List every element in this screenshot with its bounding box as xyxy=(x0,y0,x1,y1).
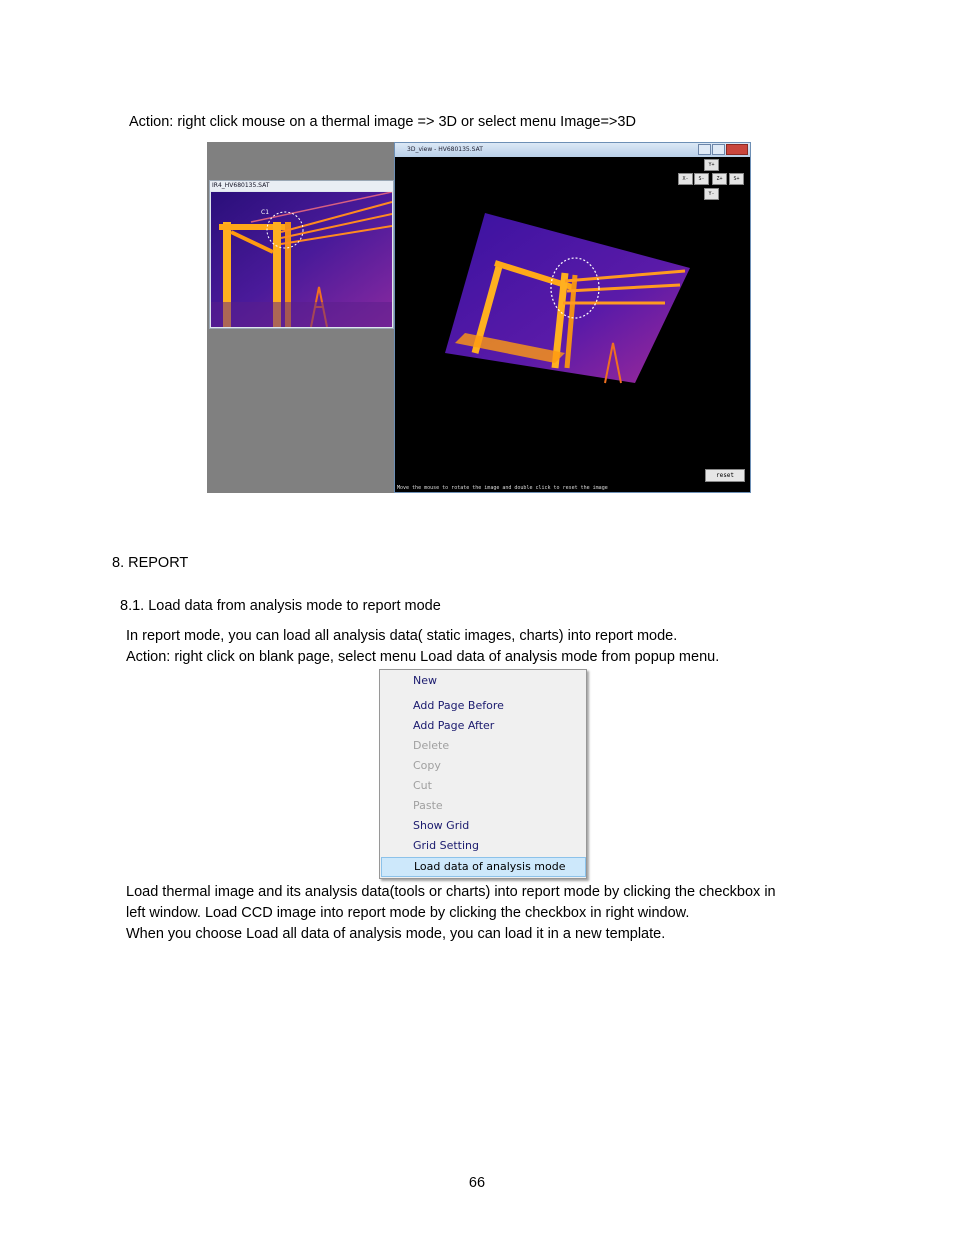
minimize-icon[interactable] xyxy=(698,144,711,155)
menu-item-delete[interactable]: Delete xyxy=(413,739,450,752)
spot-label: C1 xyxy=(261,209,270,216)
3d-window-titlebar[interactable] xyxy=(395,143,750,157)
menu-item-copy[interactable]: Copy xyxy=(413,759,441,772)
close-icon[interactable] xyxy=(726,144,748,155)
subsection-heading: 8.1. Load data from analysis mode to report mode xyxy=(120,598,441,614)
thermal-window-title: IR4_HV680135.SAT xyxy=(210,181,393,191)
paragraph-2: Action: right click on blank page, select menu Load data of analysis mode from popup menu. xyxy=(126,649,720,665)
section-heading: 8. REPORT xyxy=(112,555,189,571)
maximize-icon[interactable] xyxy=(712,144,725,155)
3d-thermal-surface[interactable] xyxy=(445,213,705,393)
nav-button-x-minus[interactable]: X- xyxy=(678,173,693,185)
action-instruction: Action: right click mouse on a thermal image => 3D or select menu Image=>3D xyxy=(129,114,636,130)
closing-line-2: left window. Load CCD image into report mode by clicking the checkbox in right window. xyxy=(126,905,690,921)
context-menu xyxy=(379,669,587,879)
menu-item-cut[interactable]: Cut xyxy=(413,779,432,792)
menu-item-add-page-before[interactable]: Add Page Before xyxy=(413,699,504,712)
menu-item-add-page-after[interactable]: Add Page After xyxy=(413,719,495,732)
3d-window-title: 3D_view - HV680135.SAT xyxy=(407,146,483,153)
thermal-image[interactable] xyxy=(211,192,392,327)
nav-button-s-plus[interactable]: S+ xyxy=(729,173,744,185)
rotation-hint: Move the mouse to rotate the image and double click to reset the image xyxy=(397,485,608,491)
closing-line-3: When you choose Load all data of analysis mode, you can load it in a new template. xyxy=(126,926,666,942)
nav-button-y-plus[interactable]: Y+ xyxy=(704,159,719,171)
menu-item-grid-setting[interactable]: Grid Setting xyxy=(413,839,479,852)
menu-item-new[interactable]: New xyxy=(413,674,437,687)
closing-line-1: Load thermal image and its analysis data(tools or charts) into report mode by clicking the checkbox in xyxy=(126,884,776,900)
menu-item-paste[interactable]: Paste xyxy=(413,799,443,812)
menu-item-show-grid[interactable]: Show Grid xyxy=(413,819,470,832)
reset-button[interactable]: reset xyxy=(705,469,745,482)
thermal-image-window[interactable] xyxy=(209,180,394,329)
nav-button-y-minus[interactable]: Y- xyxy=(704,188,719,200)
paragraph-1: In report mode, you can load all analysis data( static images, charts) into report mode. xyxy=(126,628,678,644)
nav-button-s-minus[interactable]: S- xyxy=(694,173,709,185)
screenshot-3d-view xyxy=(207,142,751,493)
3d-view-window[interactable] xyxy=(394,142,751,493)
nav-button-z-plus[interactable]: Z+ xyxy=(712,173,727,185)
page-number: 66 xyxy=(468,1175,486,1191)
menu-item-load-analysis-data[interactable]: Load data of analysis mode xyxy=(381,857,586,877)
